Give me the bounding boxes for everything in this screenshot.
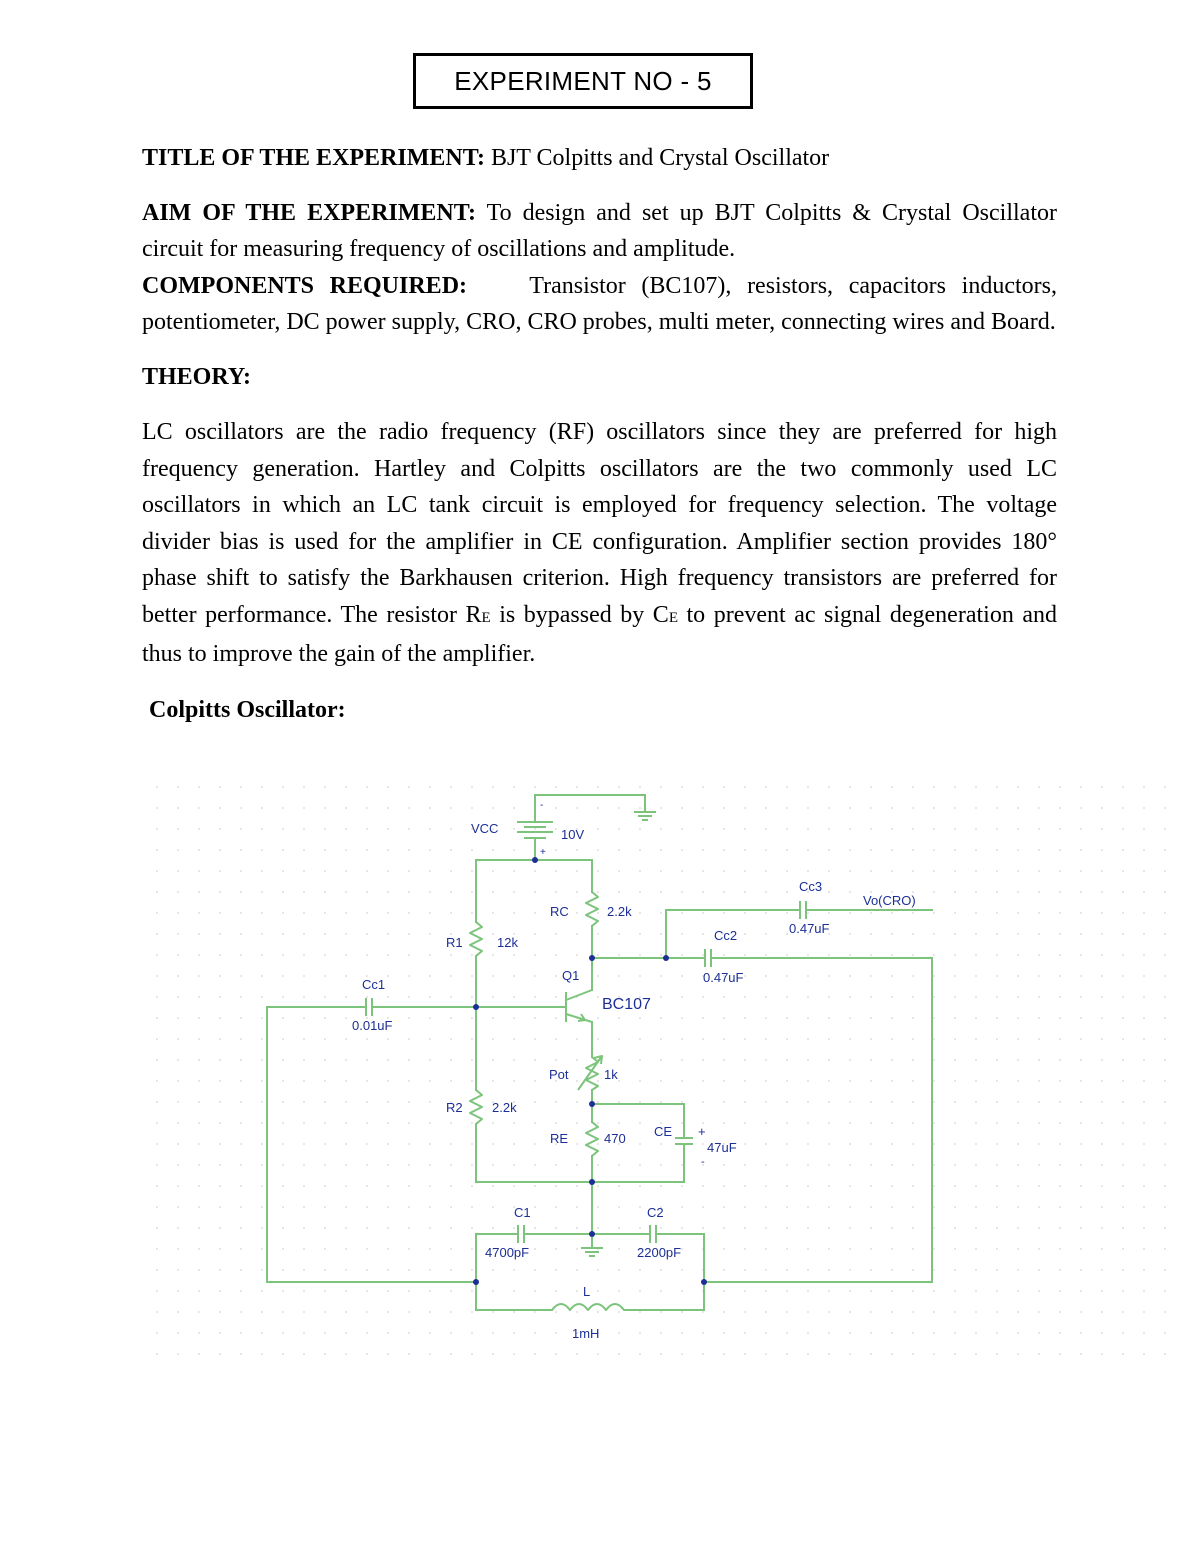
c2-label: C2 [647, 1205, 664, 1220]
battery-plus: + [540, 847, 546, 858]
cc1-label: Cc1 [362, 977, 386, 992]
ce-minus: - [701, 1156, 705, 1168]
aim-label: AIM OF THE EXPERIMENT: [142, 199, 476, 226]
experiment-number: EXPERIMENT NO - 5 [454, 65, 712, 96]
title-label: TITLE OF THE EXPERIMENT: [142, 145, 485, 171]
c2-value: 2200pF [637, 1245, 682, 1260]
colpitts-circuit-diagram [140, 780, 1170, 1355]
components-paragraph [142, 268, 1057, 341]
schematic-grid [140, 780, 1170, 1355]
r1-label: R1 [446, 935, 463, 950]
cc3-value: 0.47uF [789, 921, 830, 936]
inductor-value: 1mH [572, 1326, 600, 1341]
cc2-label: Cc2 [714, 928, 738, 943]
r2-value: 2.2k [492, 1100, 517, 1115]
node-dot [663, 955, 669, 961]
pot-label: Pot [549, 1067, 569, 1082]
components-text: Transistor (BC107), resistors, capacitors inductors, potentiometer, DC power supply, CRO, CRO probes, multi meter, connecting wires and Board. [142, 272, 1057, 335]
r2-label: R2 [446, 1100, 463, 1115]
document-body [142, 140, 1057, 728]
theory-paragraph [142, 414, 1057, 673]
vcc-value: 10V [561, 827, 585, 842]
node-dot [701, 1279, 707, 1285]
experiment-number-box [413, 53, 753, 109]
theory-text-a: LC oscillators are the radio frequency (RF) oscillators since they are preferred for high frequency generation. Hartley and Colpitts oscillators are the two commonly used LC oscillators in which an LC tank circuit is employed for frequency selection. The voltage divider bias is used for the amplifier in CE configuration. Amplifier section provides 180° phase shift to satisfy the Barkhausen criterion. High frequency transistors are preferred for better performance. The resistor R [142, 419, 1057, 628]
node-dot [589, 1101, 595, 1107]
cc2-value: 0.47uF [703, 970, 744, 985]
c1-label: C1 [514, 1205, 531, 1220]
node-dot [589, 1231, 595, 1237]
vcc-label: VCC [471, 821, 499, 836]
c1-value: 4700pF [485, 1245, 530, 1260]
node-dot [589, 1179, 595, 1185]
vo-label: Vo(CRO) [863, 893, 916, 908]
inductor-label: L [583, 1284, 591, 1299]
theory-text-c: to prevent ac signal degeneration and thus to improve the gain of the amplifier. [142, 601, 1057, 667]
aim-text: To design and set up BJT Colpitts & Crystal Oscillator circuit for measuring frequency of oscillations and amplitude. [142, 199, 1057, 262]
pot-value: 1k [604, 1067, 618, 1082]
ce-plus: + [698, 1124, 706, 1139]
r1-value: 12k [497, 935, 518, 950]
cc1-value: 0.01uF [352, 1018, 393, 1033]
re-value: 470 [604, 1131, 626, 1146]
aim-paragraph [142, 195, 1057, 268]
battery-minus: - [540, 800, 544, 811]
theory-text-b: is bypassed by C [490, 601, 669, 628]
theory-sub-ce: E [668, 609, 678, 626]
node-dot [473, 1279, 479, 1285]
re-label: RE [550, 1131, 569, 1146]
theory-sub-re: E [481, 609, 491, 626]
rc-value: 2.2k [607, 904, 632, 919]
q1-label: Q1 [562, 968, 580, 983]
theory-heading: THEORY: [142, 363, 251, 390]
q1-model: BC107 [602, 996, 651, 1013]
node-dot [532, 857, 538, 863]
node-dot [473, 1004, 479, 1010]
components-label: COMPONENTS REQUIRED: [142, 272, 468, 299]
rc-label: RC [550, 904, 569, 919]
title-text: BJT Colpitts and Crystal Oscillator [490, 145, 830, 171]
node-dot [589, 955, 595, 961]
ce-value: 47uF [707, 1140, 737, 1155]
colpitts-heading: Colpitts Oscillator: [149, 696, 346, 723]
cc3-label: Cc3 [799, 879, 823, 894]
title-paragraph [142, 140, 1057, 177]
ce-label: CE [654, 1124, 673, 1139]
